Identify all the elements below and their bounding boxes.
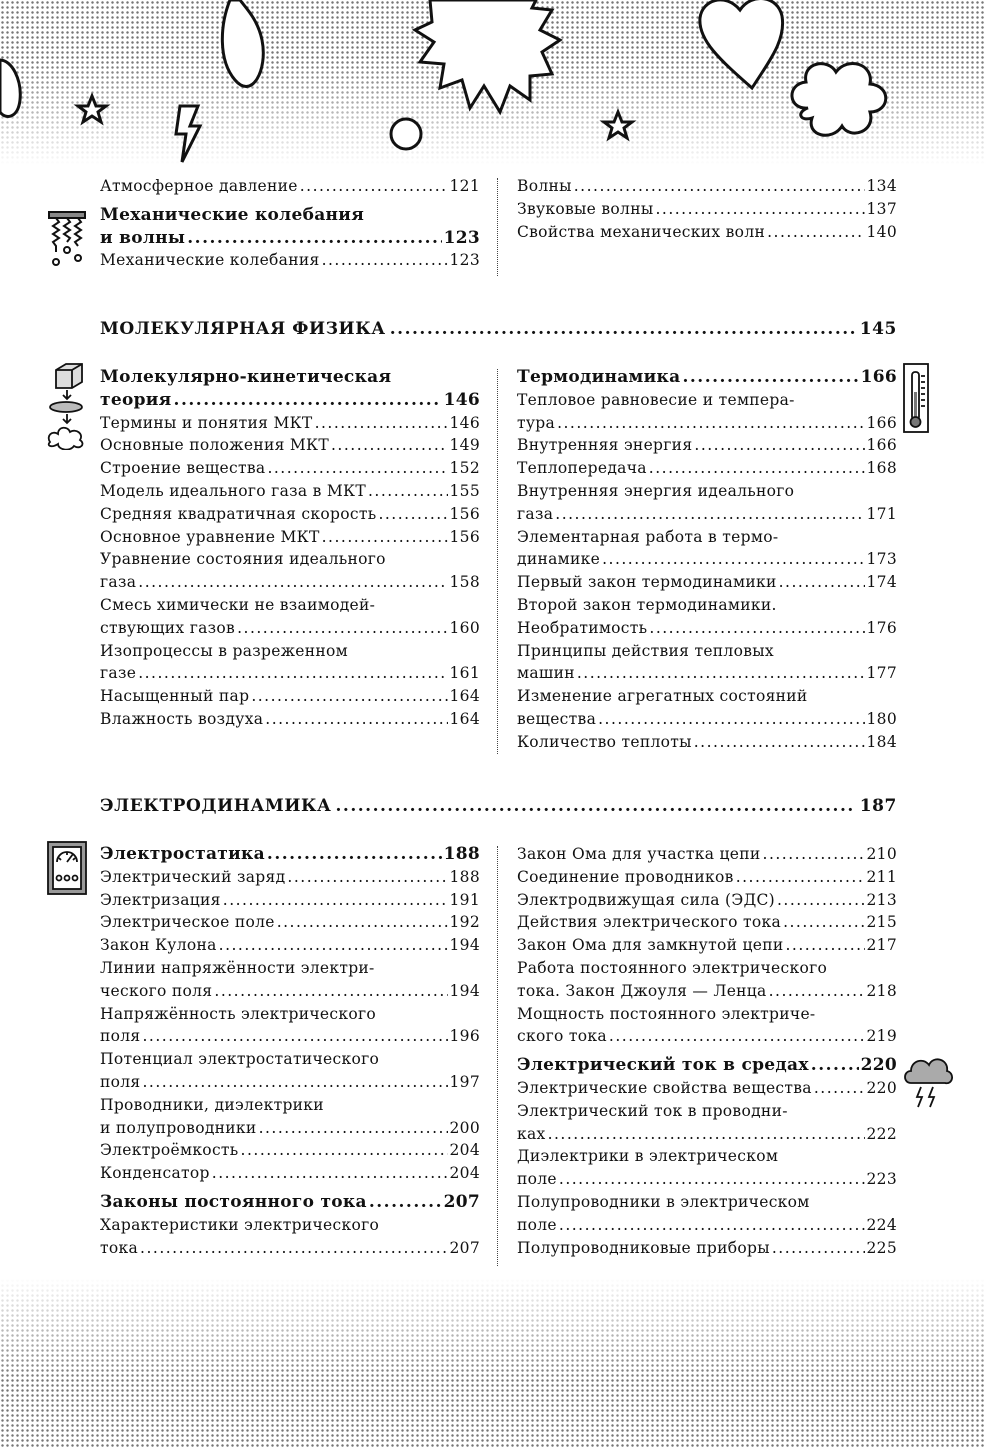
entry-title-line: Проводники, диэлектрики [100, 1095, 324, 1114]
entry-page: 180 [866, 709, 897, 728]
entry-title: Электрические свойства вещества [517, 1078, 812, 1097]
toc-entry[interactable] [100, 1237, 480, 1260]
entry-page: 213 [866, 890, 897, 909]
entry-title-line: Мощность постоянного электриче- [517, 1004, 816, 1023]
leader-dots [241, 1139, 448, 1162]
entry-page: 155 [449, 481, 480, 500]
toc-entry[interactable] [100, 503, 480, 526]
toc-entry[interactable] [100, 526, 480, 549]
toc-entry[interactable] [100, 480, 480, 503]
entry-title-line: Тепловое равновесие и темпера- [517, 390, 795, 409]
top-right-column [517, 175, 897, 243]
chapter-page: 220 [860, 1055, 897, 1076]
toc-entry[interactable] [517, 866, 897, 889]
entry-title: Волны [517, 177, 572, 195]
entry-title: газе [100, 664, 137, 683]
entry-title: Насыщенный пар [100, 687, 250, 706]
leader-dots [219, 934, 448, 957]
leader-dots [655, 198, 864, 221]
leader-dots [736, 866, 865, 889]
toc-entry[interactable] [517, 503, 897, 526]
toc-chapter[interactable] [100, 1191, 480, 1214]
leader-dots [140, 1237, 447, 1260]
entry-page: 134 [866, 177, 897, 195]
entry-page: 207 [449, 1238, 480, 1257]
column-divider [497, 178, 498, 276]
entry-page: 156 [449, 527, 480, 546]
entry-page: 184 [866, 732, 897, 751]
entry-page: 146 [449, 413, 480, 432]
column-divider [497, 846, 498, 1266]
entry-title: вещества [517, 709, 597, 728]
entry-page: 176 [866, 618, 897, 637]
pendulum-icon [47, 210, 87, 268]
toc-entry[interactable] [517, 843, 897, 866]
entry-title: поле [517, 1215, 557, 1234]
toc-entry[interactable] [100, 911, 480, 934]
chapter-title: теория [100, 389, 172, 410]
entry-page: 171 [866, 504, 897, 523]
entry-title: и полупроводники [100, 1118, 257, 1137]
chapter-title-line: Молекулярно-кинетическая [100, 367, 392, 387]
entry-page: 223 [866, 1170, 897, 1189]
electro-right-column [517, 843, 897, 1259]
toc-entry[interactable] [100, 934, 480, 957]
entry-page: 200 [449, 1118, 480, 1137]
entry-title: Электроёмкость [100, 1141, 239, 1160]
entry-title: Механические колебания [100, 251, 320, 270]
chapter-page: 188 [443, 844, 480, 864]
leader-dots [783, 911, 864, 934]
toc-entry[interactable] [100, 889, 480, 912]
entry-page: 137 [866, 199, 897, 218]
chapter-page: 207 [443, 1191, 480, 1212]
entry-title-line: Характеристики электрического [100, 1215, 380, 1234]
entry-title: Атмосферное давление [100, 177, 298, 195]
chapter-title: Электростатика [100, 844, 265, 864]
entry-title: ствующих газов [100, 618, 236, 637]
chapter-title: Электрический ток в средах [517, 1055, 809, 1076]
entry-page: 211 [866, 867, 897, 886]
leader-dots [143, 1071, 448, 1094]
entry-page: 210 [866, 845, 897, 863]
entry-page: 177 [866, 664, 897, 683]
leader-dots [814, 1077, 865, 1100]
chapter-title-line: Механические колебания [100, 204, 365, 225]
star-icon [604, 112, 632, 138]
leader-dots [138, 662, 447, 685]
part-page: 145 [859, 319, 897, 339]
leader-dots [769, 980, 865, 1003]
entry-title: Закон Ома для замкнутой цепи [517, 936, 784, 955]
leader-dots [694, 434, 864, 457]
entry-title-line: Потенциал электростатического [100, 1050, 380, 1069]
voltmeter-icon [46, 840, 88, 896]
chapter-page: 166 [860, 367, 897, 387]
leader-dots [174, 389, 442, 412]
entry-title: Средняя квадратичная скорость [100, 504, 377, 523]
leader-dots [559, 1214, 865, 1237]
toc-entry[interactable] [517, 198, 897, 221]
entry-page: 156 [449, 504, 480, 523]
leader-dots [682, 366, 858, 389]
entry-page: 191 [449, 890, 480, 909]
toc-entry[interactable] [517, 221, 897, 244]
entry-page: 194 [449, 981, 480, 1000]
leader-dots [772, 1237, 865, 1260]
leader-dots [315, 412, 448, 435]
entry-title: Первый закон термодинамики [517, 573, 777, 592]
toc-entry[interactable] [517, 1237, 897, 1260]
entry-title: Теплопередача [517, 459, 647, 478]
entry-title: Свойства механических волн [517, 222, 766, 241]
entry-title: Звуковые волны [517, 199, 654, 218]
chapter-title: и волны [100, 227, 186, 248]
leader-dots [577, 662, 865, 685]
toc-entry[interactable] [517, 731, 897, 754]
burst-icon [415, 0, 560, 112]
toc-entry[interactable] [100, 412, 480, 435]
leader-dots [811, 1054, 859, 1077]
toc-entry[interactable] [517, 662, 897, 685]
entry-title: Внутренняя энергия [517, 436, 693, 455]
entry-page: 123 [449, 251, 480, 270]
toc-entry[interactable] [100, 1162, 480, 1185]
entry-title-line: Изменение агрегатных состояний [517, 687, 808, 706]
toc-entry[interactable] [100, 1025, 480, 1048]
chapter-title: Законы постоянного тока [100, 1191, 367, 1212]
entry-title-line: Работа постоянного электрического [517, 958, 828, 977]
droplet-icon [222, 0, 263, 86]
toc-entry[interactable] [517, 548, 897, 571]
entry-title-line: Смесь химически не взаимодей- [100, 595, 376, 614]
leader-dots [767, 221, 864, 244]
leader-dots [785, 934, 864, 957]
leader-dots [237, 617, 447, 640]
leader-dots [214, 980, 447, 1003]
entry-page: 217 [866, 936, 897, 955]
toc-entry[interactable] [517, 708, 897, 731]
entry-page: 173 [866, 550, 897, 569]
molecular-left-column [100, 366, 480, 731]
entry-title-line: Диэлектрики в электрическом [517, 1147, 779, 1166]
toc-entry[interactable] [100, 685, 480, 708]
entry-title-line: Напряжённость электрического [100, 1004, 377, 1023]
leader-dots [300, 175, 448, 198]
leader-dots [649, 457, 865, 480]
toc-entry[interactable] [100, 249, 480, 272]
entry-title-line: Уравнение состояния идеального [100, 550, 386, 569]
entry-title: Количество теплоты [517, 732, 692, 751]
leader-dots [187, 227, 441, 250]
storm-cloud-icon [903, 1053, 953, 1109]
part-page: 187 [859, 796, 897, 816]
entry-page: 192 [449, 913, 480, 932]
leader-dots [331, 434, 448, 457]
cube-gas-icon [44, 362, 90, 450]
toc-entry[interactable] [517, 412, 897, 435]
toc-entry[interactable] [517, 934, 897, 957]
entry-page: 158 [449, 573, 480, 592]
entry-title: Конденсатор [100, 1164, 210, 1183]
molecular-right-column [517, 366, 897, 754]
leader-dots [143, 1025, 448, 1048]
entry-page: 160 [449, 618, 480, 637]
toc-entry[interactable] [517, 889, 897, 912]
toc-chapter[interactable] [517, 1054, 897, 1077]
entry-title-line: Принципы действия тепловых [517, 641, 774, 660]
column-divider [497, 369, 498, 754]
entry-page: 215 [866, 913, 897, 932]
leader-dots [609, 1025, 865, 1048]
toc-entry[interactable] [517, 980, 897, 1003]
leader-dots [138, 571, 447, 594]
entry-title: Соединение проводников [517, 867, 734, 886]
entry-page: 222 [866, 1124, 897, 1143]
leader-dots [277, 911, 448, 934]
lightning-icon [176, 106, 200, 162]
part-heading[interactable] [100, 319, 897, 339]
entry-title-line: Второй закон термодинамики. [517, 595, 777, 614]
leader-dots [267, 457, 447, 480]
entry-page: 194 [449, 936, 480, 955]
toc-entry[interactable] [517, 571, 897, 594]
entry-page: 219 [866, 1027, 897, 1046]
bottom-halftone-band [0, 1278, 986, 1447]
leader-dots [265, 708, 447, 731]
leader-dots [763, 843, 865, 866]
toc-chapter[interactable] [517, 366, 897, 389]
leader-dots [336, 796, 856, 816]
entry-page: 224 [866, 1215, 897, 1234]
entry-title: Действия электрического тока [517, 913, 782, 932]
toc-entry[interactable] [517, 1077, 897, 1100]
entry-title: Строение вещества [100, 459, 266, 478]
entry-title-line: Элементарная работа в термо- [517, 527, 779, 546]
toc-chapter[interactable] [100, 389, 480, 412]
leader-dots [212, 1162, 448, 1185]
toc-entry[interactable] [517, 175, 897, 198]
entry-title-line: Изопроцессы в разреженном [100, 641, 348, 660]
blob-icon [0, 60, 20, 116]
entry-title: Полупроводниковые приборы [517, 1238, 770, 1257]
leader-dots [378, 503, 447, 526]
toc-entry[interactable] [517, 911, 897, 934]
entry-title: поля [100, 1027, 141, 1046]
entry-title: газа [517, 504, 554, 523]
entry-title: Электродвижущая сила (ЭДС) [517, 890, 775, 909]
chapter-page: 146 [443, 389, 480, 410]
toc-entry[interactable] [100, 1117, 480, 1140]
part-heading[interactable] [100, 796, 897, 816]
entry-page: 225 [866, 1238, 897, 1257]
thermometer-icon [902, 362, 930, 434]
entry-page: 168 [866, 459, 897, 478]
cloud-icon [792, 63, 886, 135]
entry-page: 164 [449, 709, 480, 728]
entry-title: ках [517, 1124, 546, 1143]
part-title: ЭЛЕКТРОДИНАМИКА [100, 796, 332, 816]
toc-chapter[interactable] [100, 843, 480, 866]
entry-page: 166 [866, 413, 897, 432]
star-icon [78, 96, 106, 122]
entry-page: 161 [449, 664, 480, 683]
leader-dots [322, 526, 448, 549]
toc-entry[interactable] [100, 866, 480, 889]
chapter-page: 123 [443, 227, 480, 248]
leader-dots [267, 843, 442, 866]
entry-page: 204 [449, 1141, 480, 1160]
electro-left-column [100, 843, 480, 1259]
bubble-icon [391, 119, 421, 149]
toc-entry[interactable] [100, 434, 480, 457]
toc-entry[interactable] [517, 1123, 897, 1146]
leader-dots [602, 548, 864, 571]
toc-entry[interactable] [100, 571, 480, 594]
entry-title-line: Электрический ток в проводни- [517, 1101, 788, 1120]
entry-page: 218 [866, 981, 897, 1000]
entry-title: машин [517, 664, 575, 683]
entry-title: ского тока [517, 1027, 607, 1046]
entry-title: Необратимость [517, 618, 648, 637]
entry-title: Электризация [100, 890, 221, 909]
leader-dots [574, 175, 865, 198]
leader-dots [287, 866, 447, 889]
entry-title: Электрический заряд [100, 867, 286, 886]
toc-entry[interactable] [100, 662, 480, 685]
toc-entry[interactable] [517, 434, 897, 457]
entry-page: 197 [449, 1072, 480, 1091]
toc-entry[interactable] [100, 617, 480, 640]
entry-title: Основное уравнение МКТ [100, 527, 320, 546]
entry-title-line: Линии напряжённости электри- [100, 958, 375, 977]
entry-title: тока. Закон Джоуля — Ленца [517, 981, 767, 1000]
leader-dots [649, 617, 864, 640]
entry-title: Влажность воздуха [100, 709, 264, 728]
leader-dots [251, 685, 447, 708]
top-decoration [0, 0, 986, 170]
toc-entry[interactable] [517, 617, 897, 640]
leader-dots [369, 1191, 442, 1214]
leader-dots [779, 571, 865, 594]
leader-dots [548, 1123, 865, 1146]
leader-dots [555, 503, 864, 526]
entry-title: поле [517, 1170, 557, 1189]
toc-entry[interactable] [517, 1214, 897, 1237]
leader-dots [223, 889, 448, 912]
entry-title-line: Внутренняя энергия идеального [517, 481, 795, 500]
entry-page: 174 [866, 573, 897, 592]
top-left-column [100, 175, 480, 272]
toc-entry[interactable] [100, 1071, 480, 1094]
entry-page: 166 [866, 436, 897, 455]
entry-page: 196 [449, 1027, 480, 1046]
leader-dots [598, 708, 864, 731]
entry-title: тока [100, 1238, 139, 1257]
entry-title: Электрическое поле [100, 913, 275, 932]
leader-dots [777, 889, 865, 912]
entry-page: 188 [449, 867, 480, 886]
entry-title: динамике [517, 550, 601, 569]
entry-page: 140 [866, 222, 897, 241]
toc-entry[interactable] [517, 457, 897, 480]
entry-title: поля [100, 1072, 141, 1091]
toc-entry[interactable] [517, 1168, 897, 1191]
part-title: МОЛЕКУЛЯРНАЯ ФИЗИКА [100, 319, 386, 339]
leader-dots [559, 1168, 865, 1191]
leader-dots [259, 1117, 448, 1140]
heart-icon [700, 0, 783, 88]
entry-title: газа [100, 573, 137, 592]
entry-page: 152 [449, 459, 480, 478]
toc-chapter[interactable] [100, 227, 480, 250]
leader-dots [390, 319, 856, 339]
entry-title: тура [517, 413, 556, 432]
toc-entry[interactable] [100, 1139, 480, 1162]
leader-dots [557, 412, 864, 435]
entry-page: 149 [449, 436, 480, 455]
toc-entry[interactable] [517, 1025, 897, 1048]
entry-title-line: Полупроводники в электрическом [517, 1192, 810, 1211]
entry-page: 204 [449, 1164, 480, 1183]
entry-page: 220 [866, 1078, 897, 1097]
entry-title: Основные положения МКТ [100, 436, 329, 455]
leader-dots [694, 731, 865, 754]
entry-title: ческого поля [100, 981, 213, 1000]
toc-entry[interactable] [100, 457, 480, 480]
entry-page: 121 [449, 177, 480, 195]
leader-dots [322, 249, 448, 272]
entry-title: Закон Ома для участка цепи [517, 845, 761, 863]
leader-dots [368, 480, 448, 503]
toc-entry[interactable] [100, 980, 480, 1003]
chapter-title: Термодинамика [517, 367, 681, 387]
toc-entry[interactable] [100, 175, 480, 198]
entry-title: Термины и понятия МКТ [100, 413, 313, 432]
entry-title: Закон Кулона [100, 936, 217, 955]
entry-page: 164 [449, 687, 480, 706]
toc-entry[interactable] [100, 708, 480, 731]
entry-title: Модель идеального газа в МКТ [100, 481, 366, 500]
